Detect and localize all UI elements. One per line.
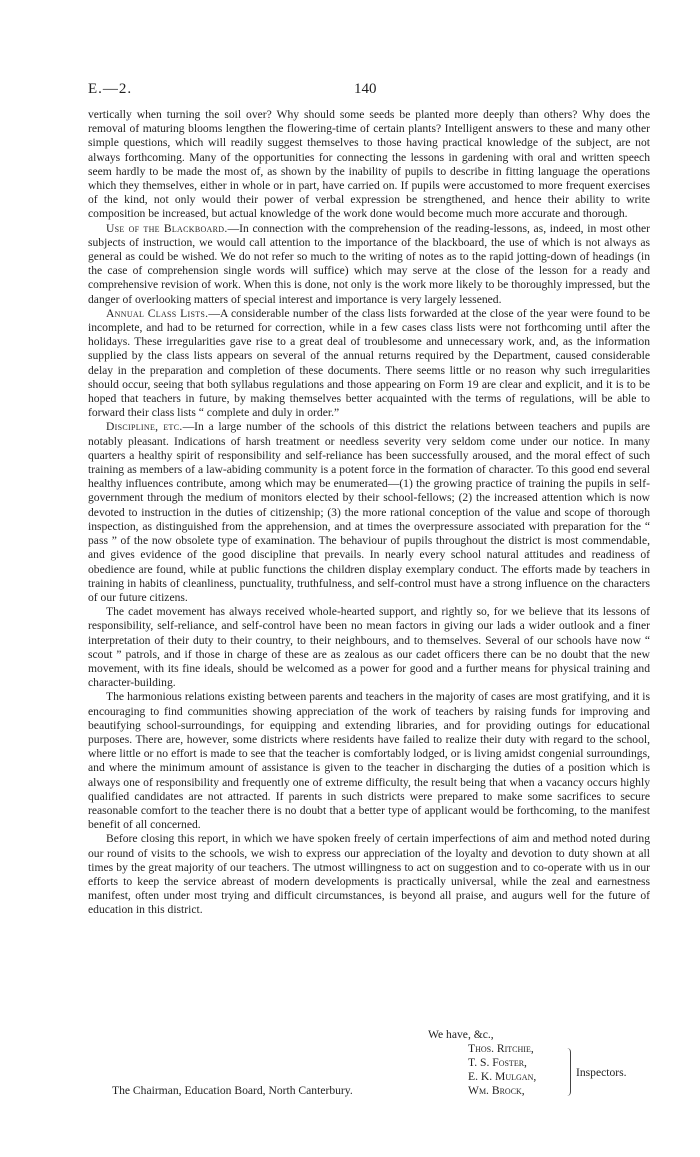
paragraph-gardening	[88, 108, 650, 222]
paragraph-parents	[88, 690, 650, 832]
signatory-role: Inspectors.	[576, 1066, 627, 1079]
paragraph-blackboard	[88, 222, 650, 307]
page-header	[88, 81, 650, 101]
signatory: Thos. Ritchie,	[468, 1042, 534, 1055]
paragraph-text: —In connection with the comprehension of the reading-lessons, as, indeed, in most other subjects of instruction, we would call attention to the importance of the blackboard, the use of which is not always as general as could be wished. We do not refer so much to the writing of notes as to the rapid jotting-down of headings (in the case of comprehension single words will suffice) which may serve at the close of the lesson for a ready and comprehensive revision of work. When this is done, not only is the work more likely to be thoroughly impressed, but the danger of overlooking matters of special interest and importance is very largely lessened.	[88, 221, 650, 306]
paragraph-text: vertically when turning the soil over? Why should some seeds be planted more deeply than others? Why does the removal of maturing blooms lengthen the flowering-time of certain plants? Intelligent answers to these and many other simple questions, which will readily suggest themselves to those having practical knowledge of the subject, are not always forthcoming. Many of the opportunities for connecting the lessons in gardening with oral and written speech seem hardly to be made the most of, as shown by the inability of pupils to describe in fitting language the operations which they themselves, either in whole or in part, have carried on. If pupils were accustomed to more frequent exercises of the kind, not only would their power of verbal expression be strengthened, and hence their ability to write composition be increased, but actual knowledge of the work done would become much more accurate and thorough.	[88, 108, 650, 221]
paragraph-text: Before closing this report, in which we have spoken freely of certain imperfections of aim and method noted during our round of visits to the schools, we wish to express our appreciation of the loyalty and devotion to duty shown at all times by the great majority of our teachers. The utmost willingness to act on suggestion and to co-operate with us in our efforts to keep the service abreast of modern developments is practically universal, while the zeal and earnestness manifest, often under most trying and difficult circumstances, is beyond all praise, and augurs well for the future of education in this district.	[88, 832, 650, 917]
signatory: Wm. Brock,	[468, 1084, 525, 1097]
paragraph-cadets	[88, 605, 650, 690]
paragraph-discipline	[88, 420, 650, 605]
section-heading: Discipline, etc.	[106, 420, 183, 434]
paragraph-closing	[88, 832, 650, 917]
signatory: E. K. Mulgan,	[468, 1070, 537, 1083]
paragraph-text: The harmonious relations existing between parents and teachers in the majority of cases are most gratifying, and it is encouraging to find communities showing appreciation of the work of teachers by raising funds for improving and beautifying school-surroundings, for equipping and extending libraries, and for providing outings for educational purposes. There are, however, some districts where residents have failed to realize their duty with regard to the school, where little or no effort is made to see that the teacher is comfortably lodged, or is living amidst congenial surroundings, and where the minimum amount of assistance is given to the teacher in discharging the duties of a position which is always one of responsibility and frequently one of extreme difficulty, the result being that when a vacancy occurs highly qualified candidates are not attracted. If parents in such districts were prepared to make some sacrifices to secure reasonable comfort to the teacher there is no doubt that a better type of applicant would be forthcoming, to the manifest benefit of all concerned.	[88, 690, 650, 832]
report-body	[88, 108, 650, 918]
page-number: 140	[354, 81, 377, 97]
signatory-list	[468, 1042, 536, 1098]
section-heading: Use of the Blackboard.	[106, 221, 228, 235]
signature-block	[88, 1028, 650, 1128]
brace	[564, 1048, 571, 1096]
paragraph-text: The cadet movement has always received whole-hearted support, and rightly so, for we believe that its lessons of responsibility, self-reliance, and self-control have been no mean factors in giving our lads a wider outlook and a finer interpretation of their duty to their country, to their neighbours, and to themselves. Several of our schools have now “ scout ” patrols, and if those in charge of these are as zealous as our cadet officers there can be no doubt that the new movement, with its fine ideals, should be welcomed as a power for good and a further means for physical training and character-building.	[88, 605, 650, 690]
document-code: E.—2.	[88, 81, 133, 97]
paragraph-text: —A considerable number of the class lists forwarded at the close of the year were found to be incomplete, and had to be returned for correction, while in a few cases class lists were not forthcoming until after the holidays. These irregularities gave rise to a great deal of troublesome and unnecessary work, and, as the information supplied by the class lists appears on several of the annual returns required by the Department, caused considerable delay in the preparation and completion of these documents. There seems little or no reason why such irregularities should occur, seeing that both syllabus regulations and those appearing on Form 19 are clear and explicit, and it is to be hoped that teachers in future, by making themselves better acquainted with the terms of regulations, will be able to forward their class lists “ complete and duly in order.”	[88, 306, 650, 420]
paragraph-class-lists	[88, 307, 650, 421]
section-heading: Annual Class Lists.	[106, 306, 209, 320]
addressee: The Chairman, Education Board, North Canterbury.	[112, 1084, 353, 1097]
salutation: We have, &c.,	[428, 1028, 494, 1041]
signatory: T. S. Foster,	[468, 1056, 527, 1069]
paragraph-text: —In a large number of the schools of this district the relations between teachers and pupils are notably pleasant. Indications of harsh treatment or needless severity very seldom come under our notice. In many quarters a healthy spirit of responsibility and self-reliance has been successfully aroused, and the moral effect of such training as members of a law-abiding community is a potent force in the formation of character. To this good end several healthy influences contribute, among which may be enumerated—(1) the growing practice of training the pupils in self-government through the medium of monitors elected by their school-fellows; (2) the increased attention which is now devoted to instruction in the duties of citizenship; (3) the more rational conception of the value and scope of thorough inspection, as distinguished from the apprehension, and at times the overpressure associated with preparation for the “ pass ” of the now obsolete type of examination. The behaviour of pupils throughout the district is most commendable, and gives evidence of the good discipline that prevails. In nearly every school natural attitudes and readiness of obedience are found, while at public functions the children display exemplary conduct. The efforts made by teachers in training in habits of cleanliness, punctuality, truthfulness, and self-control must have a strong influence on the characters of our future citizens.	[88, 420, 650, 604]
